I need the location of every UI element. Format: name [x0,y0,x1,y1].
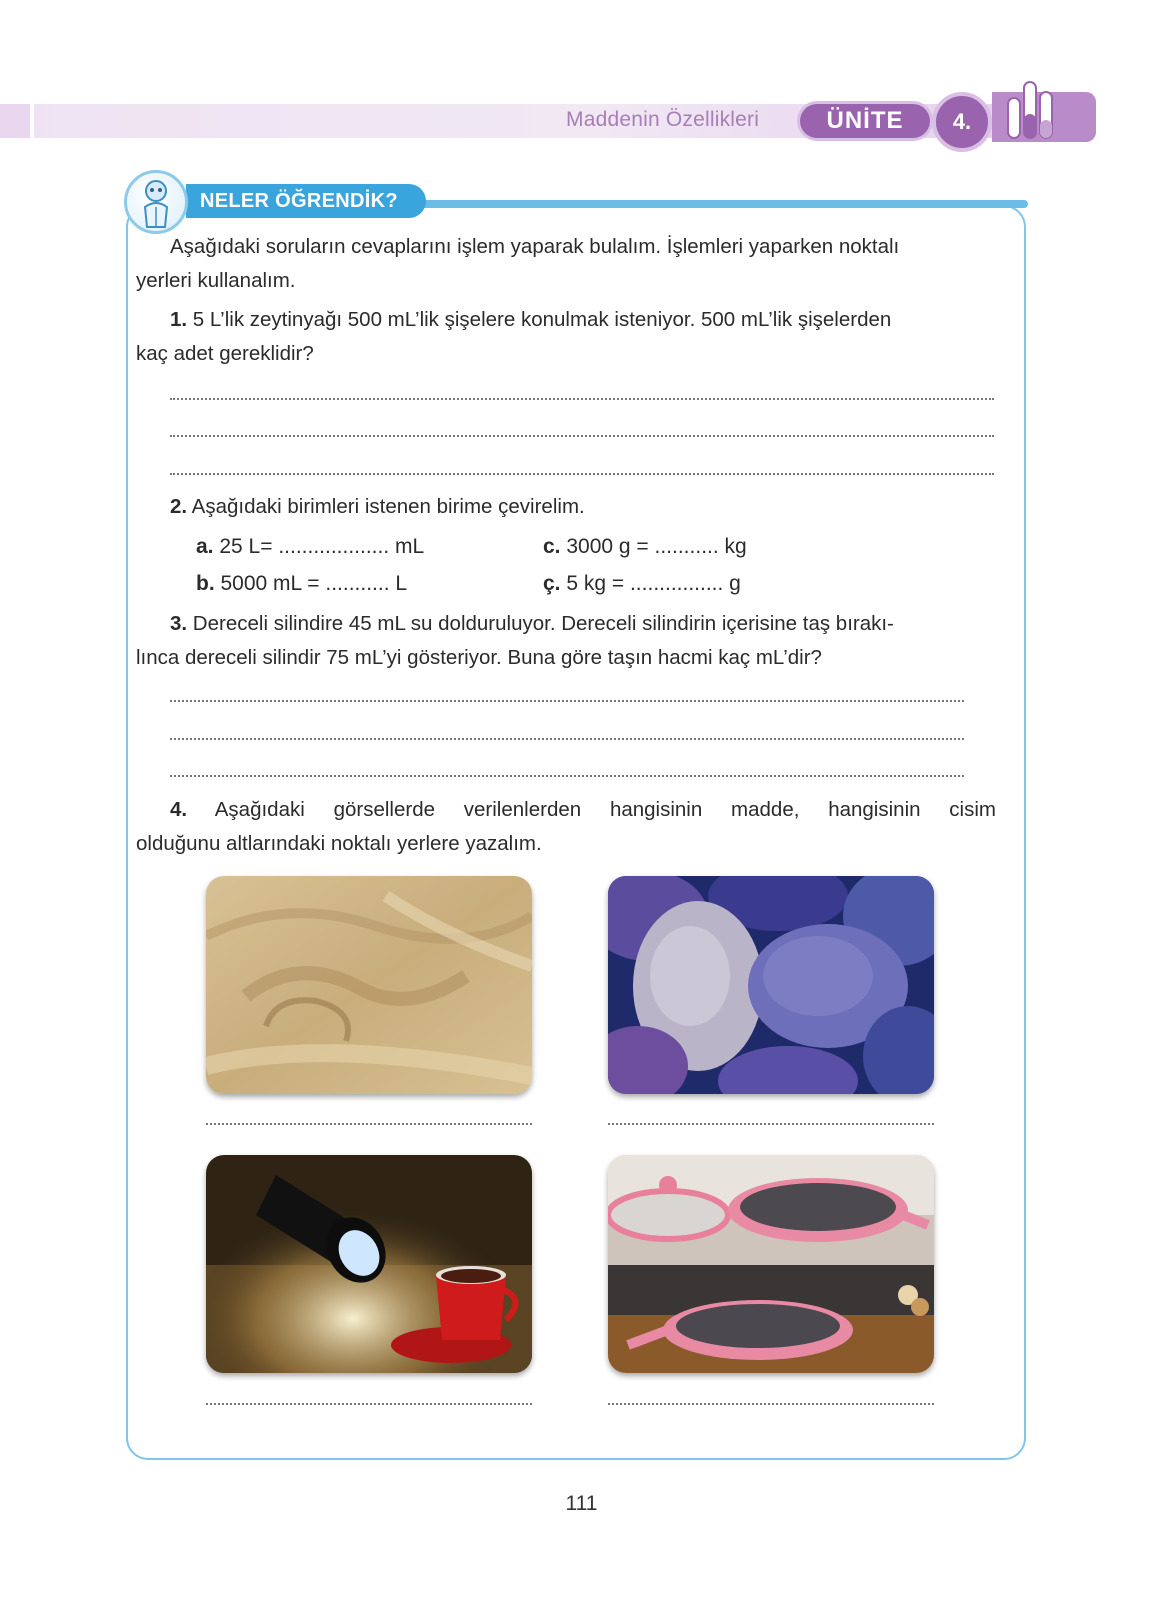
answer-line-3b[interactable] [170,738,964,740]
question-2-number: 2. [170,495,188,518]
answer-line-sand[interactable] [206,1123,532,1125]
stones-image [608,876,934,1094]
answer-line-pans[interactable] [608,1403,934,1405]
item-2b-label: b. [196,572,215,595]
card-top-bar [420,200,1028,208]
question-3-text: Dereceli silindire 45 mL su dolduruluyor. Dereceli silindirin içerisine taş bırakı- [187,612,894,635]
unit-subject: Maddenin Özellikleri [566,108,760,131]
section-tag: NELER ÖĞRENDİK? [186,184,426,218]
answer-line-1b[interactable] [170,435,994,437]
item-2a [196,533,424,561]
question-1 [170,303,891,337]
test-tubes-icon [1004,76,1064,142]
question-1-text: 5 L’lik zeytinyağı 500 mL’lik şişelere konulmak isteniyor. 500 mL’lik şişelerden [187,308,892,331]
question-2-text: Aşağıdaki birimleri istenen birime çevirelim. [187,495,585,518]
pans-image [608,1155,934,1373]
question-4-line-2: olduğunu altlarındaki noktalı yerlere yazalım. [136,832,542,855]
question-4-number: 4. [170,798,188,821]
item-2c-text: 3000 g = ........... kg [560,535,747,558]
flashlight-image [206,1155,532,1373]
item-2c [543,533,747,561]
header-band-cap [0,104,30,138]
question-4-text: Aşağıdaki görsellerde verilenlerden hangisinin madde, hangisinin cisim [187,798,996,821]
question-3-line-2: lınca dereceli silindir 75 mL’yi gösteriyor. Buna göre taşın hacmi kaç mL’dir? [136,646,822,669]
intro-line-1: Aşağıdaki soruların cevaplarını işlem yaparak bulalım. İşlemleri yaparken noktalı [170,235,900,258]
answer-line-3a[interactable] [170,700,964,702]
item-2b-text: 5000 mL = ........... L [214,572,408,595]
item-2c-label: c. [543,535,561,558]
unit-label: ÜNİTE [800,104,930,138]
answer-line-stones[interactable] [608,1123,934,1125]
item-2cc [543,570,741,598]
unit-ribbon [992,92,1096,142]
mascot-icon [124,170,188,234]
intro-line-2: yerleri kullanalım. [136,269,296,292]
sand-image [206,876,532,1094]
question-3-number: 3. [170,612,188,635]
answer-line-1c[interactable] [170,473,994,475]
question-2 [170,490,585,524]
item-2cc-text: 5 kg = ................ g [560,572,741,595]
answer-line-1a[interactable] [170,398,994,400]
page-number: 111 [565,1492,598,1515]
item-2b [196,570,407,598]
item-2a-label: a. [196,535,214,558]
question-1-line-2: kaç adet gereklidir? [136,342,314,365]
question-3 [170,607,894,641]
question-4 [170,793,996,827]
answer-line-3c[interactable] [170,775,964,777]
answer-line-flashlight[interactable] [206,1403,532,1405]
item-2cc-label: ç. [543,572,561,595]
unit-number: 4. [932,92,992,152]
item-2a-text: 25 L= ................... mL [213,535,425,558]
question-1-number: 1. [170,308,188,331]
